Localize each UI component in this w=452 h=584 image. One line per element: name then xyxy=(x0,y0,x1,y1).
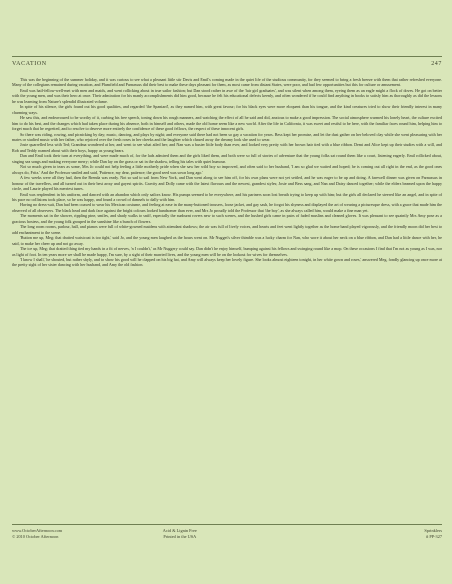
top-rule xyxy=(12,56,442,57)
section-title: VACATION xyxy=(12,61,47,67)
body-paragraph: The moments sat in the shower, rippling pine, smiles, and shady walks to sniff, especially the sunburnt rovers new to such scenes, and the hushed girls came in pairs of faded muslins and cleaned gloves. It was pleasant to see quaintly Mrs Amy pose as a gracious hostess, and the young folk grouped in the sunshine like a bunch of flowers. xyxy=(12,213,442,224)
body-paragraph: So there was riding, rowing, and picnicking by day; music, dancing, and plays by night; and everyone said there had not been so gay a vacation for years. Bess kept her promise, and let the dust gather on her beloved clay while she went pleasuring with her mates or studied music with her father, who rejoiced over the fresh roses in her cheeks and the laughter which chased away the dreamy look she used to wear. xyxy=(12,131,442,142)
product-name: Sprinklers xyxy=(424,528,442,533)
paper-note: Acid & Lignin Free xyxy=(162,528,197,533)
body-paragraph: The long room rooms, parlour, hall, and pianos were full of white-gowned maidens with attendant shadows; the air was full of lively voices, and hearts and feet went lightly together as the home band played vigorously, and the friendly moon did her best to add enchantment to the scene. xyxy=(12,224,442,235)
body-paragraph: A few weeks were all they had, then the Brenda was ready. Not so sad to sail from New York, and Dan went along to see him off, for his own plans were not yet settled, and he was eager to be up and doing. A farewell dinner was given on Parnassus in honour of the travellers, and all turned out in their best array and gayest spirits. Gravity and Dolly came with the latest flavours and the newest, grandest styles; Josie and Bess sang, and Nan and Daisy danced together; while the elders beamed upon the happy circle, and Laurie played his merriest tunes. xyxy=(12,175,442,192)
running-header xyxy=(12,61,442,67)
footer xyxy=(12,528,442,540)
body-paragraph: Josie quarrelled less with Ted; Grandma wondered at her, and went to see what ailed her; and Nan was a busier little body than ever, and looked very pretty with her brown hair tied with a blue ribbon. Demi and Alice kept up their studies with a will, and Rob and Teddy roamed about with their boys, happy as young bears. xyxy=(12,142,442,153)
body-text xyxy=(12,77,442,517)
copyright: © 2010 October Afternoon xyxy=(12,534,59,539)
body-paragraph: Emil was resplendent in his uniform, and danced with an abandon which only sailors know. His pumps seemed to be everywhere, and his partners soon lost breath trying to keep up with him; but the girls all declared he steered like an angel, and in spite of his pace no collisions took place, so he was happy, and found a crowd of damsels to dally with him. xyxy=(12,191,442,202)
page-number: 247 xyxy=(431,61,442,67)
body-paragraph: This was the beginning of the summer holiday, and it was curious to see what a pleasant little stir Davis and Emil's coming made in the quiet life of the studious community, for they seemed to bring a fresh breeze with them that rather refreshed everyone. Many of the collegians remained during vacation, and Plumfield and Parnassus did their best to make these days pleasant for them, as most came from distant States, were poor, and had few opportunities but this for culture or amusement. xyxy=(12,77,442,88)
body-paragraph: Dan and Emil took their turn at everything, and were made much of, for the lads admired them and the girls liked them, and both were so full of stories of adventure that the young folks sat round them like a court, listening eagerly. Emil rollicked about, singing sea songs and making everyone merry; while Dan lay on the grass or sat in the shadow, telling his tales with quiet humour. xyxy=(12,153,442,164)
footer-rule xyxy=(12,524,442,525)
product-code: # PP-327 xyxy=(426,534,442,539)
body-paragraph: Emil was hail-fellow-well-met with men and maids, and went rollicking about in true sailor fashion; but Dan stood rather in awe of the 'fair girl graduates', and was silent when among them, eyeing them as an eagle might a flock of doves. He got on better with the young men, and was their hero at once. Their admiration for his manly accomplishments did him good, because he felt his educational defects keenly, and often wondered if he could find anything in books to satisfy him as thoroughly as did the lessons he was learning from Nature's splendid illustrated volume. xyxy=(12,87,442,104)
body-paragraph: He saw this, and endeavoured to be worthy of it, curbing his free speech, toning down his rough manners, and watching the effect of all he said and did, anxious to make a good impression. The social atmosphere warmed his lonely heart, the culture excited him to do his best, and the changes which had taken place during his absence, both in himself and others, made the old home seem like a new world. After the life in California, it was sweet and restful to be here, with the familiar faces round him, helping him to forget much that he regretted, and to resolve to deserve more entirely the confidence of these good fellows, the respect of these innocent girls. xyxy=(12,115,442,132)
body-paragraph: In spite of his silence, the girls found out his good qualities, and regarded 'the Spaniard', as they named him, with great favour; for his black eyes were more eloquent than his tongue, and the kind creatures tried to show their friendly interest in many charming ways. xyxy=(12,104,442,115)
body-paragraph: 'I know I shall,' he shouted, but rather shyly, and to show his good will he clapped on his big hat, and Amy will always keep her lovely figure. She looks almost eighteen tonight, in her white gown and roses,' answered Meg, fondly glancing up once more at the pretty sight of her sister dancing with her husband, and Amy the old fashion. xyxy=(12,256,442,268)
website-link[interactable]: www.OctoberAfternoon.com xyxy=(12,528,63,533)
body-paragraph: Having no dress-suit, Dan had been coaxed to wear his Mexican costume, and feeling at ease in the many-buttoned trousers, loose jacket, and gay sash, he forgot his shyness and displayed the art of wearing a picturesque dress, with a grace that made him the observed of all observers. The black head and dark face against the bright colours looked handsomer than ever, and Mrs Jo proudly told the Professor that 'the boy', as she always called him, would make a fine man yet. xyxy=(12,202,442,213)
body-paragraph: The ice up, Meg; that dratted thing tied my hands in a fit of nerves, 'n I couldn't,' as Mr Nuggery could say. Dan didn't he enjoy himself, bumping against his fellows and swinging round like a mop. On these occasions I find that I'm not as young as I was, nor as light of foot. In ten years more we shall be made happy, I'm sure, by a sight of their married lives, and the young men will be on the lookout for wives for themselves. xyxy=(12,246,442,257)
body-paragraph: 'Button me up, Meg; that dratted waistcoat is too tight,' said Jo, and the young men laughed as the hours went on. Mr Nugget's silver thimble was a lucky charm for Nan, who wore it about her neck on a blue ribbon, and Dan had a little dance with her, he said, to make her cheer up and not go away. xyxy=(12,235,442,246)
body-paragraph: Not so much given to tears as some, Mrs Jo could not help feeling a little motherly pride when she saw her wild boy so improved, and often said to her husband, 'I am so glad we waited and hoped; he is coming out all right in the end, as the good ones always do, Fritz.' And the Professor smiled and said, 'Patience, my dear, patience; the good seed was sown long ago.' xyxy=(12,164,442,175)
printed-note: Printed in the USA xyxy=(163,534,197,539)
